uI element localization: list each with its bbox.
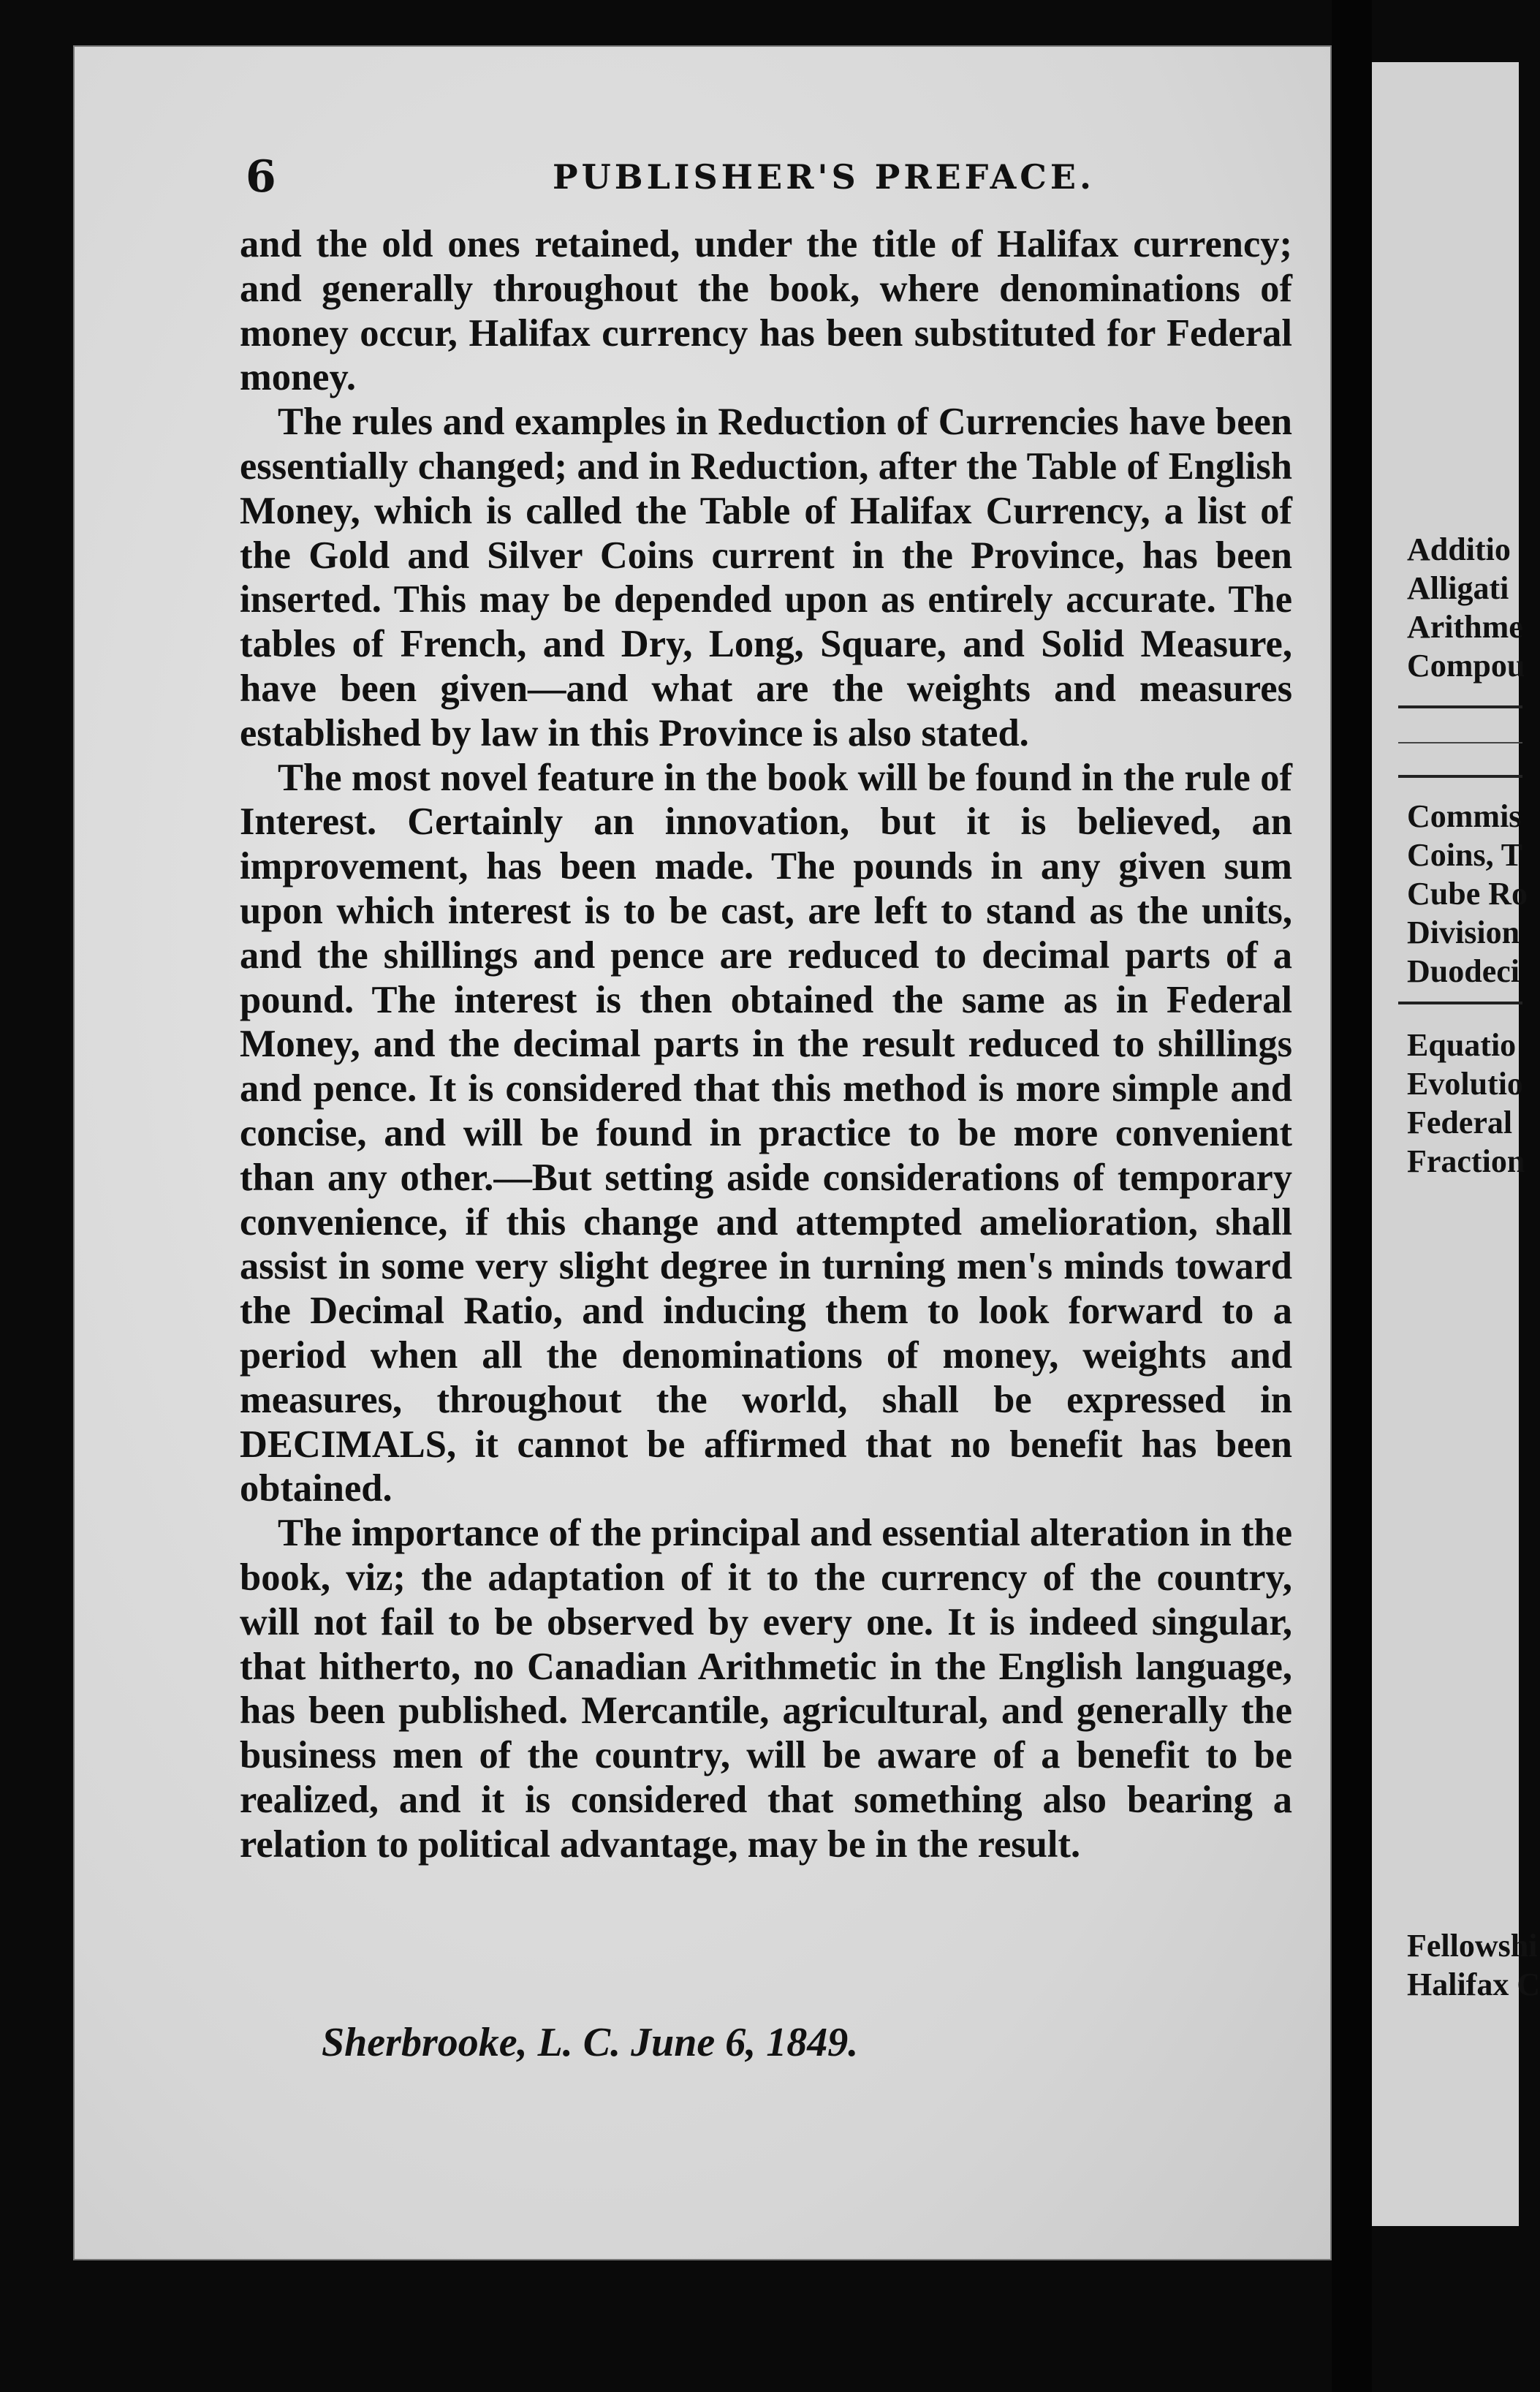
- divider-rule: [1398, 705, 1522, 708]
- index-entry: Evolutio: [1407, 1066, 1523, 1102]
- page-number: 6: [246, 151, 276, 203]
- index-entry: Coins, T: [1407, 837, 1523, 873]
- page-header: [246, 151, 1259, 217]
- divider-rule: [1398, 742, 1522, 743]
- book-page: [73, 45, 1332, 2260]
- index-group-a: [1407, 530, 1525, 685]
- index-entry: Compou: [1407, 648, 1525, 684]
- running-head: PUBLISHER'S PREFACE.: [553, 157, 1095, 197]
- divider-rule: [1398, 1002, 1522, 1004]
- preface-body: [240, 222, 1292, 1866]
- index-entry: Federal: [1407, 1105, 1513, 1140]
- paragraph-2: The rules and examples in Reduction of Currencies have been essentially changed; and in Reduction, after the Table of English Money, which is called the Table of Halifax Currency, a list of the Gold and Silver Coins current in the Province, has been inserted. This may be depended upon as entirely accurate. The tables of French, and Dry, Long, Square, and Solid Measure, have been given—and what are the weights and measures established by law in this Province is also stated.: [240, 401, 1292, 754]
- index-entry: Alligati: [1407, 570, 1509, 606]
- index-entry: Cube Ro: [1407, 876, 1528, 912]
- divider-rule: [1398, 775, 1522, 778]
- index-group-c: [1407, 1026, 1525, 1181]
- index-group-d: [1407, 1926, 1540, 2004]
- index-entry: Duodeci: [1407, 953, 1520, 989]
- index-group-b: [1407, 797, 1528, 991]
- index-entry: Fraction: [1407, 1143, 1525, 1179]
- index-entry: Fellowshi: [1407, 1928, 1538, 1964]
- book-gutter: [1332, 0, 1372, 2392]
- index-entry: Halifax C: [1407, 1967, 1540, 2002]
- index-entry: Equatio: [1407, 1027, 1517, 1063]
- index-entry: Division: [1407, 915, 1520, 950]
- adjacent-page: [1372, 62, 1540, 2226]
- index-entry: Additio: [1407, 531, 1511, 567]
- index-entry: Arithme: [1407, 609, 1523, 645]
- paragraph-3: The most novel feature in the book will be found in the rule of Interest. Certainly an innovation, but it is believed, an improvement, has been made. The pounds in any given sum upon which interest is to be cast, are left to stand as the units, and the shillings and pence are reduced to decimal parts of a pound. The interest is then obtained the same as in Federal Money, and the decimal parts in the result reduced to shillings and pence. It is considered that this method is more simple and concise, and will be found in practice to be more convenient than any other.—But setting aside considerations of temporary convenience, if this change and attempted amelioration, shall assist in some very slight degree in turning men's minds toward the Decimal Ratio, and inducing them to look forward to a period when all the denominations of money, weights and measures, throughout the world, shall be expressed in DECIMALS, it cannot be affirmed that no benefit has been obtained.: [240, 756, 1292, 1510]
- paragraph-1: and the old ones retained, under the title of Halifax currency; and generally throughout the book, where denominations of money occur, Halifax currency has been substituted for Federal money.: [240, 223, 1292, 399]
- paragraph-4: The importance of the principal and essential alteration in the book, viz; the adaptation of it to the currency of the country, will not fail to be observed by every one. It is indeed singular, that hitherto, no Canadian Arithmetic in the English language, has been published. Mercantile, agricultural, and generally the business men of the country, will be aware of a benefit to be realized, and it is considered that something also bearing a relation to political advantage, may be in the result.: [240, 1512, 1292, 1866]
- signature-date: Sherbrooke, L. C. June 6, 1849.: [322, 2020, 859, 2065]
- index-entry: Commis: [1407, 798, 1522, 834]
